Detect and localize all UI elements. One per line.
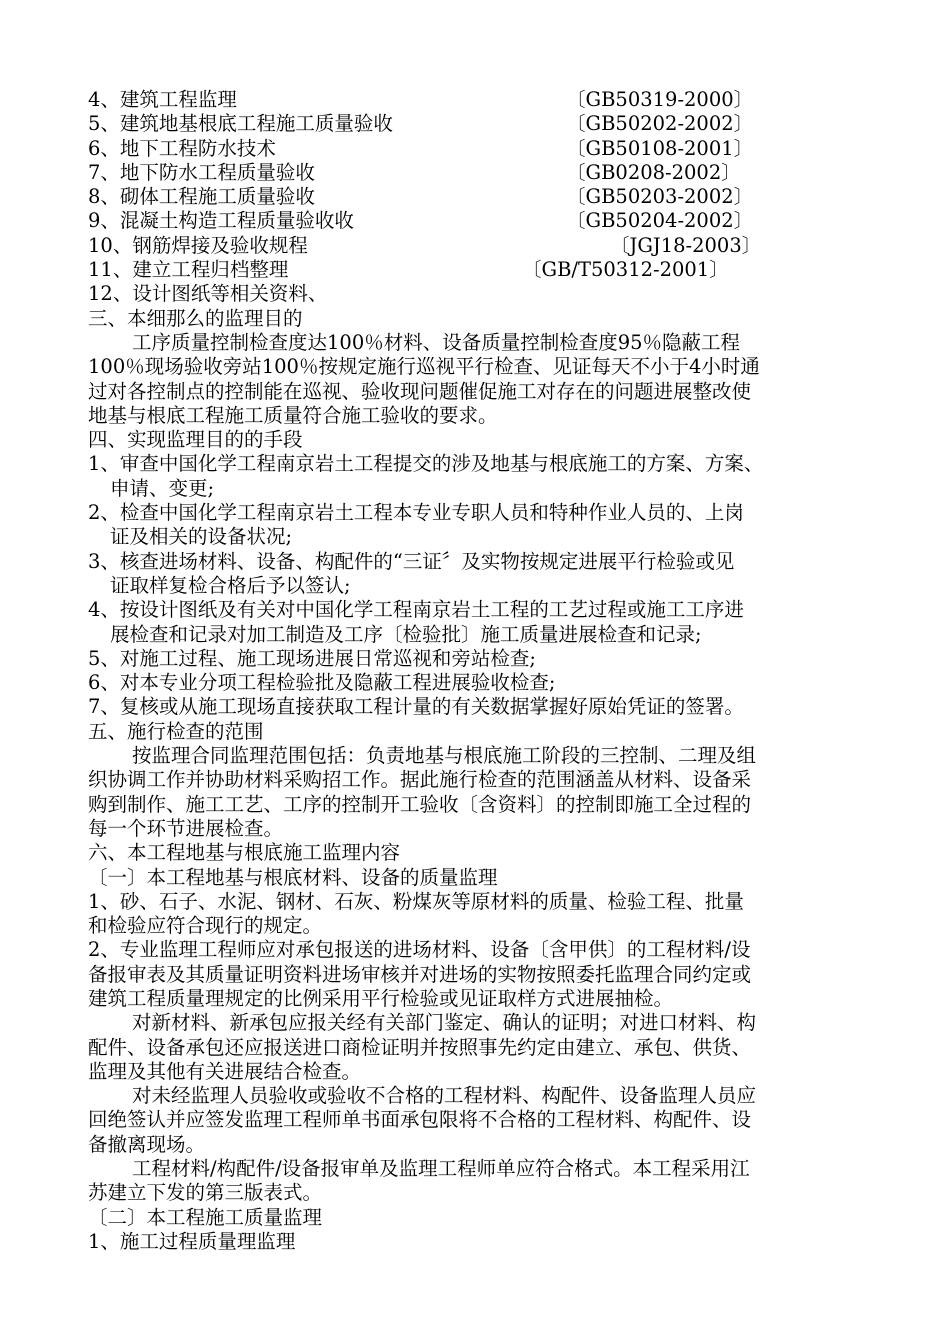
paragraph-line: 回绝签认并应签发监理工程师单书面承包限将不合格的工程材料、构配件、设 xyxy=(88,1108,752,1132)
reference-code: 〔GB50202-2002〕 xyxy=(566,112,754,136)
reference-code: 〔GB50203-2002〕 xyxy=(566,185,754,209)
paragraph-line: 过对各控制点的控制能在巡视、验收现问题催促施工对存在的问题进展整改使 xyxy=(88,379,752,403)
reference-item xyxy=(88,258,878,282)
paragraph-line: 和检验应符合现行的规定。 xyxy=(88,914,323,938)
section-heading: 四、实现监理目的的手段 xyxy=(88,428,303,452)
section-heading: 五、施行检查的范围 xyxy=(88,719,264,743)
subsection-heading: 〔二〕本工程施工质量监理 xyxy=(88,1205,323,1229)
list-item: 1、施工过程质量理监理 xyxy=(88,1229,296,1253)
list-item: 1、审查中国化学工程南京岩土工程提交的涉及地基与根底施工的方案、方案、 xyxy=(88,452,764,476)
reference-item xyxy=(88,185,878,209)
section-heading: 六、本工程地基与根底施工监理内容 xyxy=(88,841,401,865)
list-item: 3、核查进场材料、设备、构配件的“三证〞及实物按规定进展平行检验或见 xyxy=(88,549,735,573)
paragraph-line: 地基与根底工程施工质量符合施工验收的要求。 xyxy=(88,403,498,427)
subsection-heading: 〔一〕本工程地基与根底材料、设备的质量监理 xyxy=(88,865,498,889)
reference-title: 7、地下防水工程质量验收 xyxy=(88,160,315,184)
list-item: 5、对施工过程、施工现场进展日常巡视和旁站检查; xyxy=(88,646,536,670)
paragraph-line: 按监理合同监理范围包括：负责地基与根底施工阶段的三控制、二理及组 xyxy=(132,744,757,768)
reference-title: 9、混凝土构造工程质量验收收 xyxy=(88,209,354,233)
reference-title: 10、钢筋焊接及验收规程 xyxy=(88,233,308,257)
list-item: 1、砂、石子、水泥、钢材、石灰、粉煤灰等原材料的质量、检验工程、批量 xyxy=(88,889,744,913)
reference-item xyxy=(88,234,878,258)
paragraph-line: 备撤离现场。 xyxy=(88,1132,206,1156)
reference-item xyxy=(88,88,878,112)
paragraph-line: 配件、设备承包还应报送进口商检证明并按照事先约定由建立、承包、供货、 xyxy=(88,1035,752,1059)
paragraph-line: 对新材料、新承包应报关经有关部门鉴定、确认的证明；对进口材料、构 xyxy=(132,1011,757,1035)
reference-item xyxy=(88,137,878,161)
reference-item xyxy=(88,112,878,136)
reference-code: 〔GB0208-2002〕 xyxy=(566,160,741,184)
paragraph-line: 购到制作、施工工艺、工序的控制开工验收〔含资料〕的控制即施工全过程的 xyxy=(88,792,752,816)
paragraph-line: 备报审表及其质量证明资料进场审核并对进场的实物按照委托监理合同约定或 xyxy=(88,962,752,986)
paragraph-line: 工序质量控制检查度达100％材料、设备质量控制检查度95％隐蔽工程 xyxy=(132,330,741,354)
reference-title: 6、地下工程防水技术 xyxy=(88,136,276,160)
section-heading: 三、本细那么的监理目的 xyxy=(88,306,303,330)
list-item-continuation: 证取样复检合格后予以签认; xyxy=(110,573,351,597)
reference-title: 8、砌体工程施工质量验收 xyxy=(88,185,315,209)
reference-title: 4、建筑工程监理 xyxy=(88,88,237,111)
list-item-continuation: 证及相关的设备状况; xyxy=(110,525,293,549)
paragraph-line: 监理及其他有关进展结合检查。 xyxy=(88,1059,362,1083)
reference-code: 〔GB50204-2002〕 xyxy=(566,209,754,233)
list-item: 4、按设计图纸及有关对中国化学工程南京岩土工程的工艺过程或施工工序进 xyxy=(88,598,744,622)
list-item: 7、复核或从施工现场直接获取工程计量的有关数据掌握好原始凭证的签署。 xyxy=(88,695,744,719)
paragraph-line: 100％现场验收旁站100％按规定施行巡视平行检查、见证每天不小于4小时通 xyxy=(88,355,760,379)
paragraph-line: 每一个环节进展检查。 xyxy=(88,816,284,840)
reference-item xyxy=(88,209,878,233)
reference-item: 12、设计图纸等相关资料、 xyxy=(88,282,328,306)
reference-code: 〔GB50319-2000〕 xyxy=(566,88,754,111)
document-body xyxy=(88,88,878,1254)
paragraph-line: 工程材料/构配件/设备报审单及监理工程师单应符合格式。本工程采用江 xyxy=(132,1157,750,1181)
reference-title: 5、建筑地基根底工程施工质量验收 xyxy=(88,112,393,136)
reference-code: 〔GB50108-2001〕 xyxy=(566,136,754,160)
paragraph-line: 织协调工作并协助材料采购招工作。据此施行检查的范围涵盖从材料、设备采 xyxy=(88,768,752,792)
list-item-continuation: 展检查和记录对加工制造及工序〔检验批〕施工质量进展检查和记录; xyxy=(110,622,702,646)
paragraph-line: 建筑工程质量理规定的比例采用平行检验或见证取样方式进展抽检。 xyxy=(88,986,674,1010)
paragraph-line: 苏建立下发的第三版表式。 xyxy=(88,1181,323,1205)
list-item-continuation: 申请、变更; xyxy=(110,476,215,500)
reference-title: 11、建立工程归档整理 xyxy=(88,258,289,282)
list-item: 2、检查中国化学工程南京岩土工程本专业专职人员和特种作业人员的、上岗 xyxy=(88,501,744,525)
paragraph-line: 对未经监理人员验收或验收不合格的工程材料、构配件、设备监理人员应 xyxy=(132,1084,757,1108)
reference-item xyxy=(88,161,878,185)
reference-code: 〔JGJ18-2003〕 xyxy=(610,233,762,257)
reference-code: 〔GB/T50312-2001〕 xyxy=(522,258,729,282)
list-item: 2、专业监理工程师应对承包报送的进场材料、设备〔含甲供〕的工程材料/设 xyxy=(88,938,751,962)
list-item: 6、对本专业分项工程检验批及隐蔽工程进展验收检查; xyxy=(88,671,556,695)
